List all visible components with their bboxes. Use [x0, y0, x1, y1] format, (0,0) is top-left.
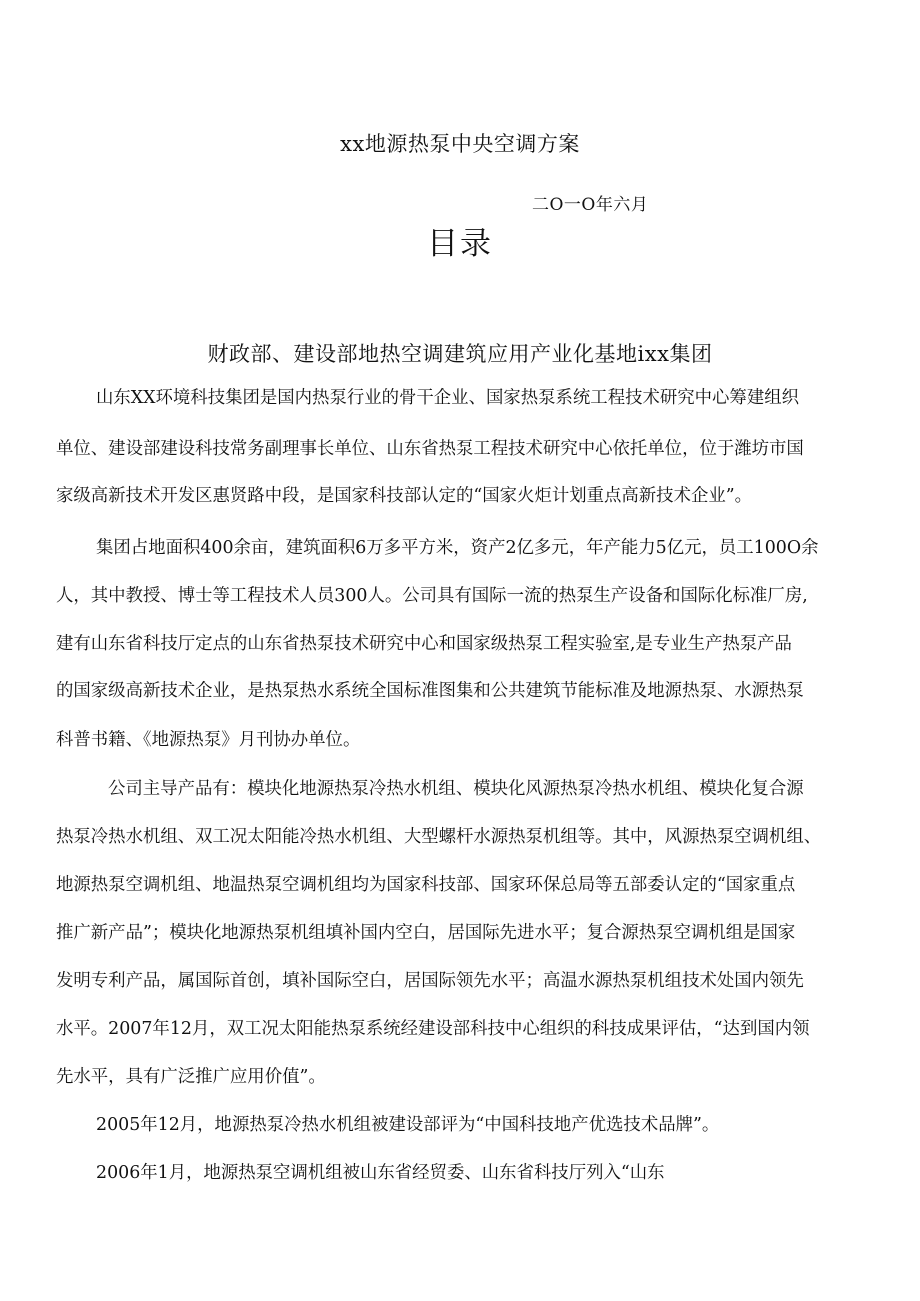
body-line: 单位、建设部建设科技常务副理事长单位、山东省热泵工程技术研究中心依托单位，位于潍坊市国	[56, 439, 804, 459]
document-date: 二O一O年六月	[532, 195, 649, 215]
body-line: 水平。2007年12月，双工况太阳能热泵系统经建设部科技中心组织的科技成果评估，“达到国内领	[56, 1019, 810, 1039]
body-line: 发明专利产品，属国际首创，填补国际空白，居国际领先水平；高温水源热泵机组技术处国内领先	[56, 971, 804, 991]
body-line: 科普书籍、《地源热泵》月刊协办单位。	[56, 730, 361, 750]
body-line: 集团占地面积400余亩，建筑面积6万多平方米，资产2亿多元，年产能力5亿元，员工100O余	[96, 538, 819, 558]
body-line: 地源热泵空调机组、地温热泵空调机组均为国家科技部、国家环保总局等五部委认定的“国家重点	[56, 875, 796, 895]
body-line: 公司主导产品有：模块化地源热泵冷热水机组、模块化风源热泵冷热水机组、模块化复合源	[108, 779, 804, 799]
document-title: xx地源热泵中央空调方案	[340, 132, 580, 156]
body-line: 家级高新技术开发区惠贤路中段，是国家科技部认定的“国家火炬计划重点高新技术企业”。	[56, 486, 753, 506]
body-line: 推广新产品”；模块化地源热泵机组填补国内空白，居国际先进水平；复合源热泵空调机组是国家	[56, 923, 796, 943]
body-line: 2006年1月，地源热泵空调机组被山东省经贸委、山东省科技厅列入“山东	[96, 1163, 665, 1183]
body-line: 山东XX环境科技集团是国内热泵行业的骨干企业、国家热泵系统工程技术研究中心筹建组织	[96, 388, 799, 408]
body-line: 人，其中教授、博士等工程技术人员300人。公司具有国际一流的热泵生产设备和国际化标准厂房,	[56, 586, 808, 606]
body-line: 热泵冷热水机组、双工况太阳能冷热水机组、大型螺杆水源热泵机组等。其中，风源热泵空调机组、	[56, 827, 822, 847]
toc-heading: 目录	[427, 226, 493, 262]
body-line: 先水平，具有广泛推广应用价值”。	[56, 1067, 326, 1087]
body-line: 建有山东省科技厅定点的山东省热泵技术研究中心和国家级热泵工程实验室,是专业生产热泵产品	[56, 634, 792, 654]
section-heading: 财政部、建设部地热空调建筑应用产业化基地ixx集团	[207, 342, 713, 366]
body-line: 的国家级高新技术企业，是热泵热水系统全国标准图集和公共建筑节能标准及地源热泵、水源热泵	[56, 681, 804, 701]
body-line: 2005年12月，地源热泵冷热水机组被建设部评为“中国科技地产优选技术品牌”。	[96, 1115, 720, 1135]
